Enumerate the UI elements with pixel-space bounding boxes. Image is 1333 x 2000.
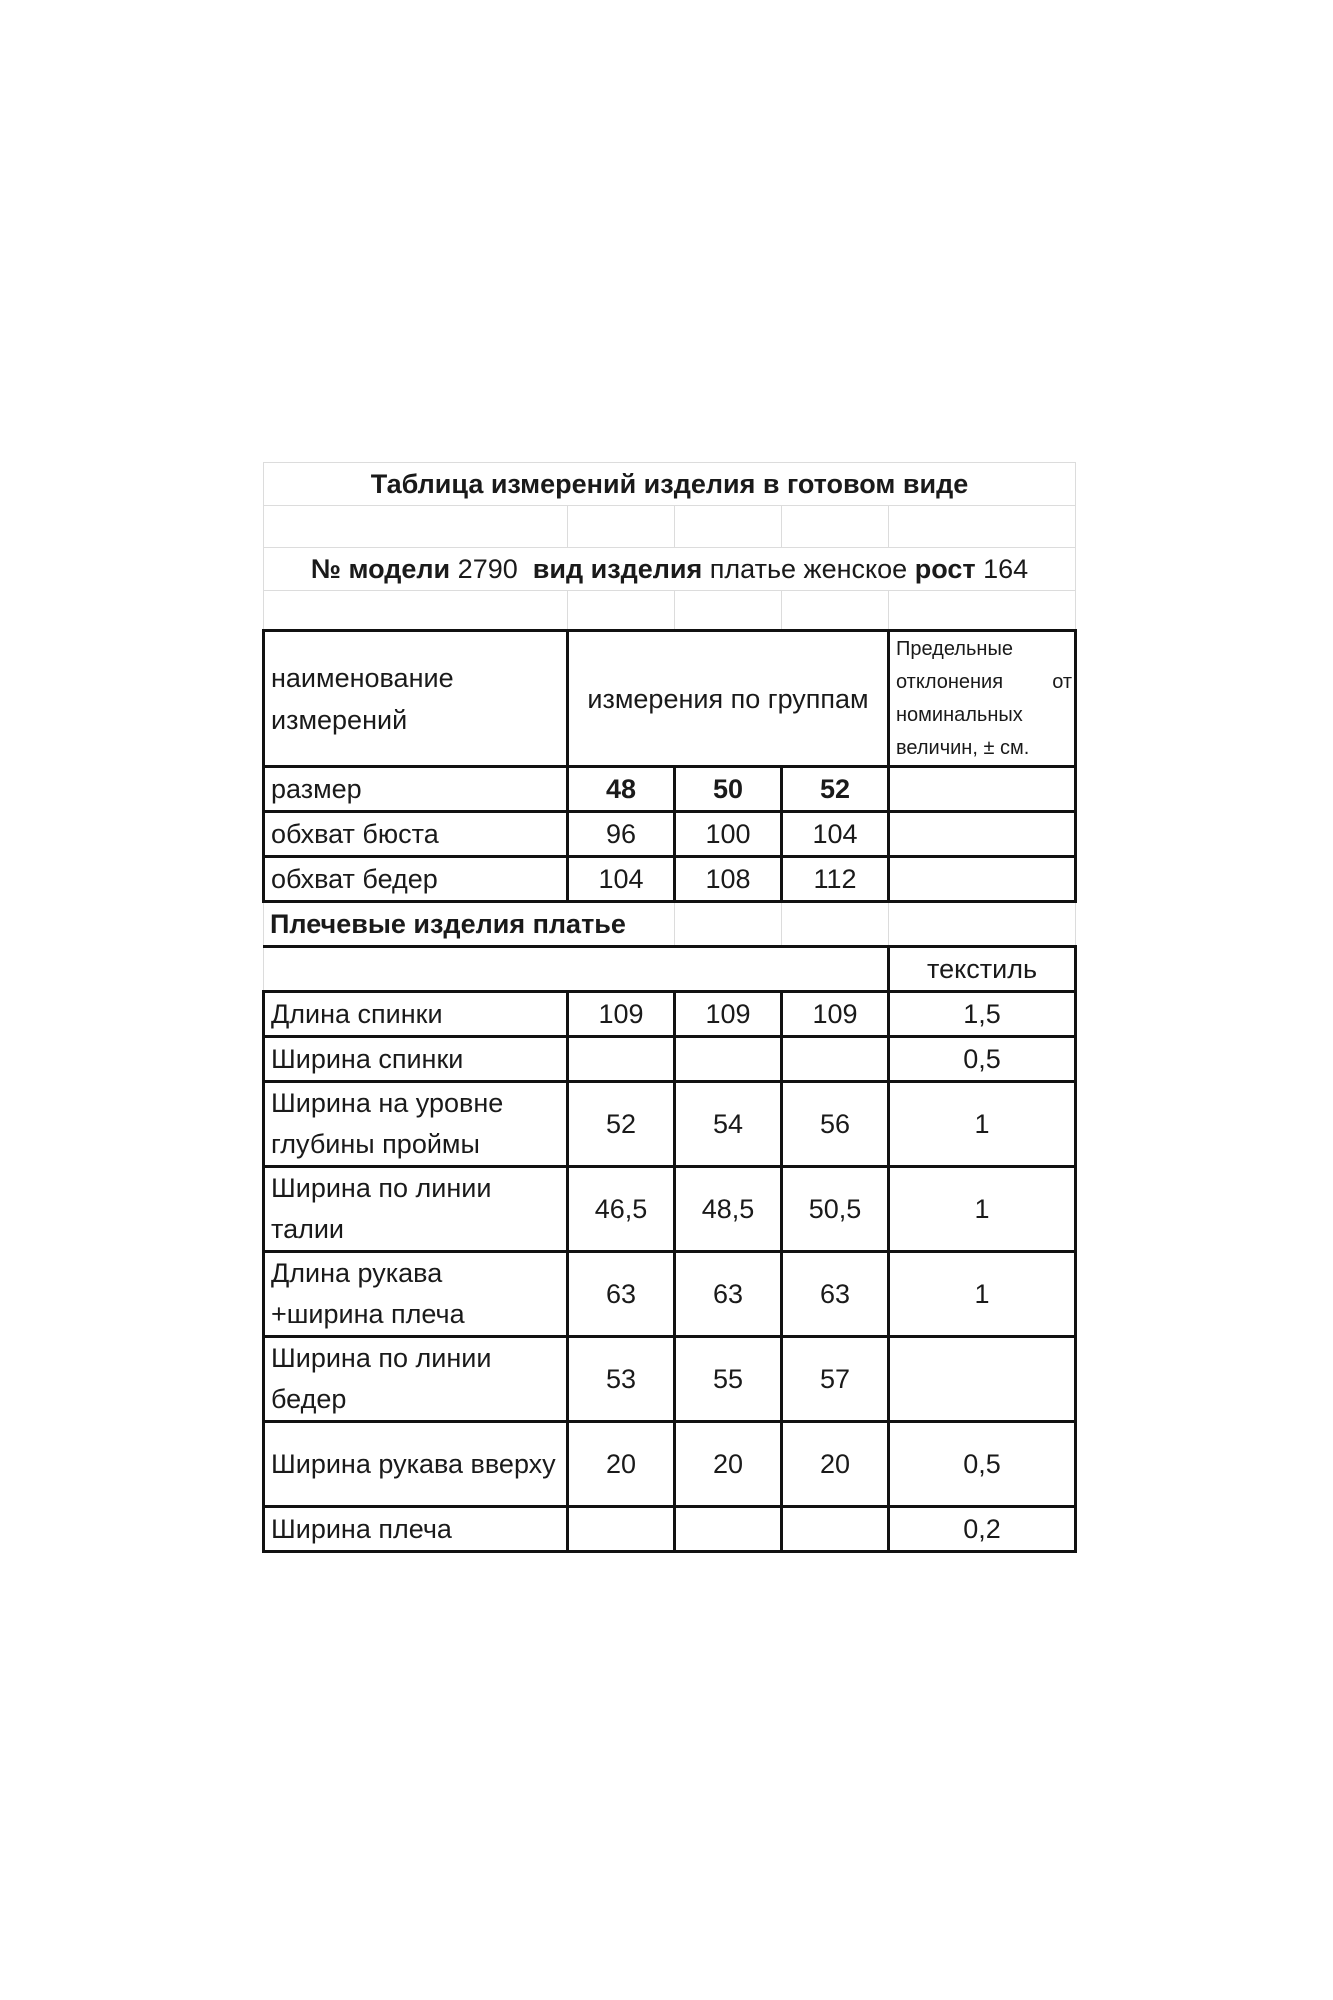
- tolerance-value: 0,2: [889, 1507, 1076, 1552]
- size-value: 108: [675, 857, 782, 902]
- measure-value: 20: [675, 1422, 782, 1507]
- row-label: Ширина по линии талии: [264, 1167, 568, 1252]
- row-label: Ширина на уровне глубины проймы: [264, 1082, 568, 1167]
- measure-value: 54: [675, 1082, 782, 1167]
- size-value: 112: [782, 857, 889, 902]
- measure-value: [675, 1507, 782, 1552]
- measure-value: 57: [782, 1337, 889, 1422]
- model-line: [264, 548, 1076, 591]
- tolerance-cell: [889, 812, 1076, 857]
- height-label: рост: [914, 554, 976, 584]
- measurement-sheet: [262, 462, 1074, 1553]
- measure-value: 109: [675, 992, 782, 1037]
- measure-value: 55: [675, 1337, 782, 1422]
- spacer-row: [264, 506, 1076, 548]
- table-row: [264, 1037, 1076, 1082]
- measure-value: [568, 1037, 675, 1082]
- measure-value: 63: [675, 1252, 782, 1337]
- material-label: текстиль: [889, 947, 1076, 992]
- type-label: вид изделия: [532, 554, 703, 584]
- tolerance-line-3: номинальных: [896, 703, 1023, 726]
- tolerance-value: 1: [889, 1082, 1076, 1167]
- size-value: 96: [568, 812, 675, 857]
- measure-value: 20: [568, 1422, 675, 1507]
- table-row: [264, 1507, 1076, 1552]
- table-row: [264, 767, 1076, 812]
- table-row: [264, 1337, 1076, 1422]
- row-label: Ширина по линии бедер: [264, 1337, 568, 1422]
- section-title: Плечевые изделия платье: [264, 902, 675, 947]
- measure-value: [675, 1037, 782, 1082]
- height-value: 164: [983, 554, 1029, 584]
- tolerance-cell: [889, 767, 1076, 812]
- tolerance-line-4: величин, ± см.: [896, 736, 1030, 759]
- header-name: наименование измерений: [264, 631, 568, 767]
- measure-value: [782, 1037, 889, 1082]
- table-title: Таблица измерений изделия в готовом виде: [264, 463, 1076, 506]
- row-label: Длина спинки: [264, 992, 568, 1037]
- section-row: [264, 902, 1076, 947]
- table-row: [264, 1167, 1076, 1252]
- tolerance-line-2: отклонения от: [896, 670, 1073, 693]
- measure-value: 52: [568, 1082, 675, 1167]
- measure-value: 63: [782, 1252, 889, 1337]
- header-groups: измерения по группам: [568, 631, 889, 767]
- size-value: 52: [782, 767, 889, 812]
- measure-value: 56: [782, 1082, 889, 1167]
- size-value: 104: [782, 812, 889, 857]
- measure-value: [568, 1507, 675, 1552]
- row-label: Ширина спинки: [264, 1037, 568, 1082]
- tolerance-value: 1,5: [889, 992, 1076, 1037]
- size-value: 50: [675, 767, 782, 812]
- measurement-table: [262, 462, 1077, 1553]
- row-label: обхват бедер: [264, 857, 568, 902]
- model-label: № модели: [310, 554, 451, 584]
- model-value: 2790: [457, 554, 518, 584]
- tolerance-cell: [889, 857, 1076, 902]
- size-value: 104: [568, 857, 675, 902]
- header-tolerance: [889, 631, 1076, 767]
- tolerance-value: 0,5: [889, 1037, 1076, 1082]
- row-label: Ширина плеча: [264, 1507, 568, 1552]
- measure-value: 109: [568, 992, 675, 1037]
- measure-value: 63: [568, 1252, 675, 1337]
- table-row: [264, 1252, 1076, 1337]
- tolerance-value: 1: [889, 1252, 1076, 1337]
- measure-value: 50,5: [782, 1167, 889, 1252]
- table-row: [264, 1422, 1076, 1507]
- measure-value: 20: [782, 1422, 889, 1507]
- tolerance-line-1: Предельные: [896, 637, 1013, 660]
- header-row: [264, 631, 1076, 767]
- measure-value: 109: [782, 992, 889, 1037]
- row-label: размер: [264, 767, 568, 812]
- tolerance-value: 1: [889, 1167, 1076, 1252]
- row-label: Длина рукава +ширина плеча: [264, 1252, 568, 1337]
- table-row: [264, 992, 1076, 1037]
- tolerance-value: [889, 1337, 1076, 1422]
- measure-value: [782, 1507, 889, 1552]
- spacer-row: [264, 591, 1076, 631]
- measure-value: 46,5: [568, 1167, 675, 1252]
- measure-value: 53: [568, 1337, 675, 1422]
- size-value: 100: [675, 812, 782, 857]
- row-label: обхват бюста: [264, 812, 568, 857]
- type-value: платье женское: [709, 554, 908, 584]
- table-row: [264, 1082, 1076, 1167]
- table-row: [264, 812, 1076, 857]
- table-row: [264, 857, 1076, 902]
- row-label: Ширина рукава вверху: [264, 1422, 568, 1507]
- measure-value: 48,5: [675, 1167, 782, 1252]
- tolerance-value: 0,5: [889, 1422, 1076, 1507]
- size-value: 48: [568, 767, 675, 812]
- material-row: [264, 947, 1076, 992]
